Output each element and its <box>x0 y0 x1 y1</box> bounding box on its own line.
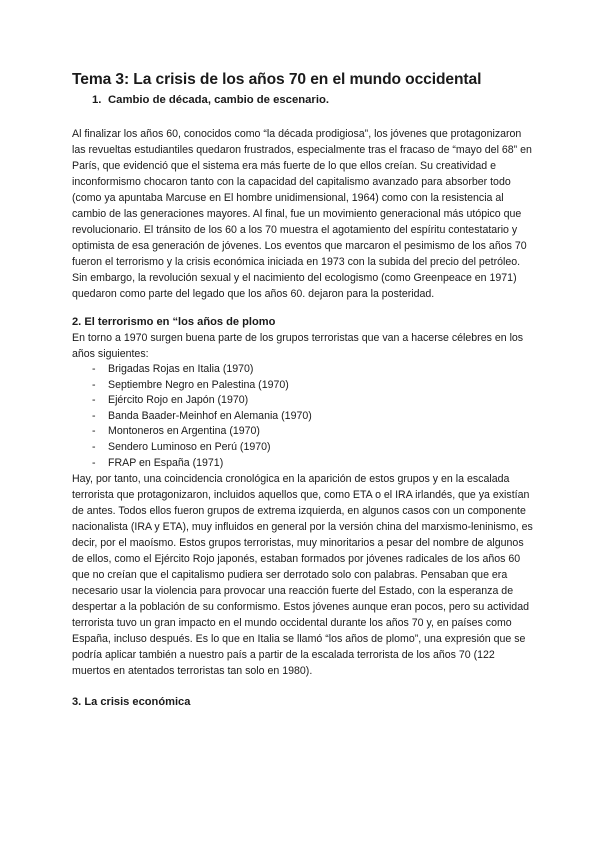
list-item-text: FRAP en España (1971) <box>108 456 224 469</box>
list-item-text: Sendero Luminoso en Perú (1970) <box>108 440 271 453</box>
dash-bullet: - <box>92 456 96 469</box>
dash-bullet: - <box>92 425 96 438</box>
subsection-1-heading <box>92 92 534 108</box>
document-page <box>72 70 534 710</box>
list-item <box>92 456 534 472</box>
subsection-1-title: Cambio de década, cambio de escenario. <box>108 94 329 106</box>
list-item <box>92 378 534 394</box>
list-item-text: Brigadas Rojas en Italia (1970) <box>108 363 254 375</box>
document-title: Tema 3: La crisis de los años 70 en el mundo occidental <box>72 71 482 88</box>
list-item-text: Montoneros en Argentina (1970) <box>108 425 260 438</box>
list-item <box>92 424 534 440</box>
list-item <box>92 440 534 456</box>
section-2-intro: En torno a 1970 surgen buena parte de los grupos terroristas que van a hacerse célebres en los años siguientes: <box>72 332 524 360</box>
subsection-1-number: 1. <box>92 94 102 106</box>
list-item <box>92 409 534 425</box>
section-2-heading: 2. El terrorismo en “los años de plomo <box>72 316 276 328</box>
list-item-text: Banda Baader-Meinhof en Alemania (1970) <box>108 409 312 422</box>
dash-bullet: - <box>92 394 96 407</box>
dash-bullet: - <box>92 378 96 391</box>
list-item <box>92 393 534 409</box>
section-3-heading: 3. La crisis económica <box>72 696 191 709</box>
list-item-text: Septiembre Negro en Palestina (1970) <box>108 378 289 391</box>
dash-bullet: - <box>92 363 96 375</box>
dash-bullet: - <box>92 409 96 422</box>
dash-bullet: - <box>92 440 96 453</box>
list-item <box>92 362 534 378</box>
list-item-text: Ejército Rojo en Japón (1970) <box>108 394 249 407</box>
terrorist-groups-list <box>72 362 534 471</box>
intro-paragraph: Al finalizar los años 60, conocidos como “la década prodigiosa”, los jóvenes que protagonizaron las revueltas estudiantiles quedaron frustrados, especialmente tras el fracaso de “mayo del 68” en París, que evidenció que el sistema era más fuerte de lo que ellos creían. Su creatividad e inconformismo chocaron tanto con la capacidad del capitalismo avanzado para absorber todo (como ya apuntaba Marcuse en El hombre unidimensional, 1964) como con la resistencia al cambio de las generaciones mayores. Al final, fue un movimiento generacional más utópico que revolucionario. El tránsito de los 60 a los 70 muestra el agotamiento del espíritu contestatario y optimista de esa generación de jóvenes. Los eventos que marcaron el pesimismo de los años 70 fueron el terrorismo y la crisis económica iniciada en 1973 con la subida del precio del petróleo. Sin embargo, la revolución sexual y el nacimiento del ecologismo (como Greenpeace en 1971) quedaron como parte del legado que los años 60. dejaron para la posteridad. <box>72 128 532 300</box>
section-2-body: Hay, por tanto, una coincidencia cronológica en la aparición de estos grupos y en la escalada terrorista que protagonizaron, incluidos aquellos que, como ETA o el IRA irlandés, que ya existían de antes. Todos ellos fueron grupos de extrema izquierda, en algunos casos con un componente nacionalista (IRA y ETA), muy influidos en general por la versión china del marxismo-leninismo, es decir, por el maoísmo. Estos grupos terroristas, muy minoritarios a pesar del nombre de algunos de ellos, como el Ejército Rojo japonés, estaban formados por jóvenes radicales de los años 60 que no creían que el capitalismo pudiera ser derrotado solo con palabras. Pensaban que era necesario usar la violencia para provocar una reacción fuerte del Estado, con la esperanza de despertar a la población de su conformismo. Estos jóvenes aunque eran pocos, pero su actividad terrorista tuvo un gran impacto en el mundo occidental durante los años 70 y, en países como España, incluso después. Es lo que en Italia se llamó “los años de plomo”, una expresión que se podría aplicar también a nuestro país a partir de la escalada terrorista de los años 70 (122 muertos en atentados terroristas tan solo en 1980). <box>72 473 533 678</box>
